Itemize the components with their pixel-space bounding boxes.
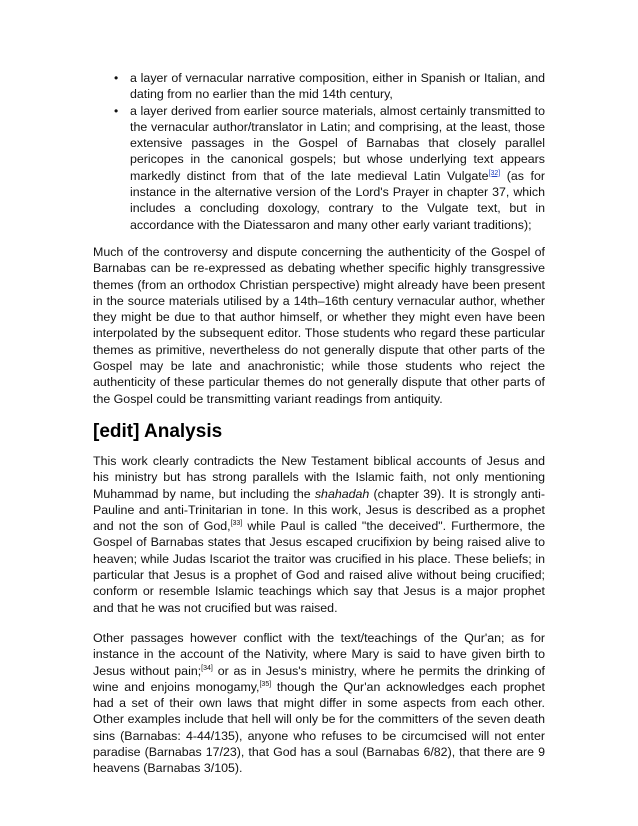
list-item-text: a layer derived from earlier source materials, almost certainly transmitted to the vernacular author/translator in Latin; and comprising, at the least, those extensive passages in the Gospel of Barnabas that closely parallel pericopes in the canonical gospels; but whose underlying text appears markedly distinct from that of the late medieval Latin Vulgate — [130, 103, 545, 183]
conflict-text: Other passages however conflict with the text/teachings of the Qur'an; as for instance in the account of the Nativity, where Mary is said to have given birth to Jesus without pain; — [93, 630, 545, 678]
section-heading-analysis[interactable]: [edit] Analysis — [93, 420, 223, 442]
conflict-text: or as in Jesus's ministry, where he permits the drinking of wine and enjoins monogamy, — [93, 663, 545, 694]
conflict-text: though the Qur'an acknowledges each prophet had a set of their own laws that might differ in some aspects from each other. Other examples include that hell will only be for the committers of the seven death sins (Barnabas: 4-44/135), anyone who refuses to be circumcised will not enter paradise (Barnabas 17/23), that God has a soul (Barnabas 6/82), that there are 9 heavens (Barnabas 3/105). — [93, 679, 545, 776]
analysis-text: (chapter 39). It is strongly anti-Pauline and anti-Trinitarian in tone. In this work, Jesus is described as a prophet and not the son of God, — [93, 486, 545, 534]
shahadah-term: shahadah — [314, 486, 370, 501]
list-item — [114, 70, 545, 103]
citation-34[interactable]: [34] — [201, 664, 213, 672]
bullet-icon: • — [114, 103, 119, 118]
document-page — [93, 70, 545, 791]
conflict-paragraph — [93, 630, 545, 777]
analysis-text: while Paul is called "the deceived". Furthermore, the Gospel of Barnabas states that Jesus escaped crucifixion by being raised alive to heaven; while Judas Iscariot the traitor was crucified in his place. These beliefs; in particular that Jesus is a prophet of God and raised alive without being crucified; conform or resemble Islamic teachings which say that Jesus is a major prophet and that he was not crucified but was raised. — [93, 519, 545, 615]
list-item-text-continued: (as for instance in the alternative version of the Lord's Prayer in chapter 37, which includes a concluding doxology, contrary to the Vulgate text, but in accordance with the Diatessaron and many other early variant traditions); — [130, 168, 545, 232]
analysis-text: This work clearly contradicts the New Testament biblical accounts of Jesus and his ministry but has strong parallels with the Islamic faith, not only mentioning Muhammad by name, but including the — [93, 453, 545, 501]
list-item-text: a layer of vernacular narrative composition, either in Spanish or Italian, and dating from no earlier than the mid 14th century, — [130, 71, 545, 102]
citation-33[interactable]: [33] — [230, 520, 243, 527]
controversy-paragraph: Much of the controversy and dispute concerning the authenticity of the Gospel of Barnabas can be re-expressed as debating whether specific highly transgressive themes (from an orthodox Christian perspective) might already have been present in the source materials utilised by a 14th–16th century vernacular author, whether they might be due to that author himself, or whether they might even have been interpolated by the subsequent editor. Those students who regard these particular themes as primitive, nevertheless do not generally dispute that other parts of the Gospel may be late and anachronistic; while those students who reject the authenticity of these particular themes do not generally dispute that other parts of the Gospel could be transmitting variant readings from antiquity. — [93, 244, 545, 406]
citation-link-32[interactable]: [32] — [488, 169, 501, 177]
layer-list — [93, 70, 545, 233]
list-item — [114, 103, 545, 233]
bullet-icon: • — [114, 71, 119, 85]
citation-35[interactable]: [35] — [259, 680, 272, 688]
analysis-paragraph — [93, 453, 545, 616]
